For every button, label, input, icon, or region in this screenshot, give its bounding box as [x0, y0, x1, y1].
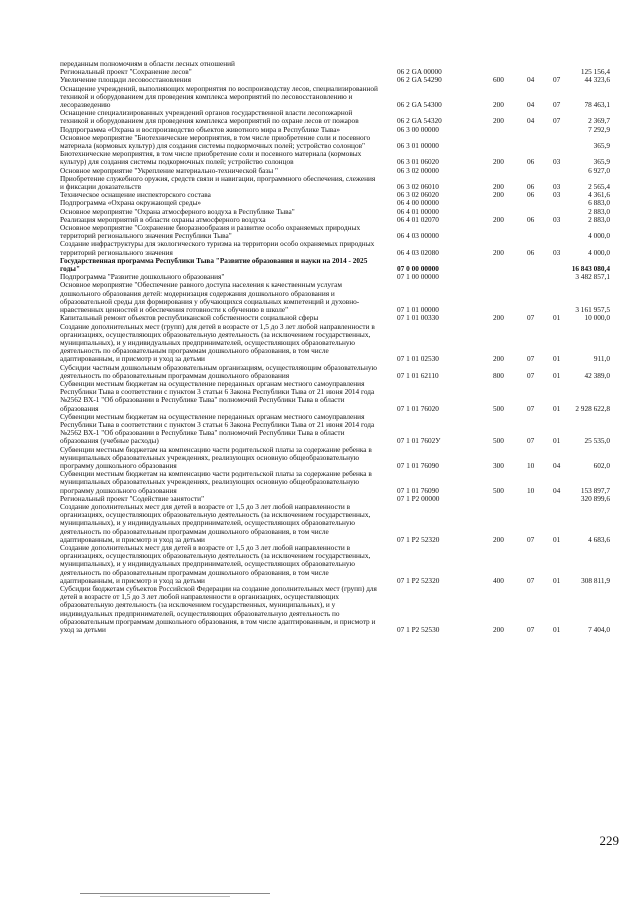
row-description: Субвенции местным бюджетам на компенсацию части родительской платы за содержание ребенка в муниципальных образовательных учреждениях, реализующих основную общеобразовательную программу дошкольного образования — [60, 444, 372, 470]
amount: 4 000,0 — [588, 247, 610, 257]
table-row — [60, 224, 610, 240]
expense-type-code: 200 — [493, 354, 504, 364]
section-code: 04 — [527, 100, 535, 110]
expense-type-code: 300 — [493, 460, 504, 470]
expense-type-code: 500 — [493, 436, 504, 446]
expense-type-code: 200 — [493, 190, 504, 200]
row-description: Субсидии бюджетам субъектов Российской Федерации на создание дополнительных мест (групп) для детей в возрасте от 1,5 до 3 лет любой направленности в организациях, осуществляющих образовательную деятельность (за исключением государственных, муниципальных), и у индивидуальных предпринимателей, осуществляющих образовательную деятельность по образовательным программам дошкольного образования, в том числе адаптированным, и присмотр и уход за детьми — [60, 584, 377, 635]
row-description: Региональный проект "Содействие занятости" — [60, 493, 205, 503]
row-description: Реализация мероприятий в области охраны атмосферного воздуха — [60, 214, 266, 224]
expense-type-code: 800 — [493, 370, 504, 380]
section-code: 07 — [527, 370, 535, 380]
section-code: 06 — [527, 247, 535, 257]
amount: 3 161 957,5 — [575, 305, 610, 315]
row-description: Основное мероприятие "Обеспечение равного доступа населения к качественным услугам дошкольного образования детей: модернизация содержания дошкольного образования и образовательной среды для формирования у обучающихся социальных компетенций и духовно-нравственных ценностей и обеспечения готовности к обучению в школе" — [60, 280, 360, 315]
target-article-code: 07 1 00 00000 — [397, 272, 439, 282]
target-article-code: 07 0 00 00000 — [397, 264, 439, 274]
target-article-code: 06 3 02 06010 — [397, 182, 439, 192]
row-description: Капитальный ремонт объектов республиканской собственности социальной сферы — [60, 313, 319, 323]
row-description: Приобретение служебного оружия, средств связи и навигации, программного обеспечения, слежения и фиксации доказательств — [60, 173, 376, 192]
amount: 911,0 — [593, 354, 610, 364]
section-code: 06 — [527, 182, 535, 192]
amount: 7 404,0 — [588, 625, 610, 635]
target-article-code: 06 3 01 06020 — [397, 157, 439, 167]
table-row — [60, 240, 610, 256]
amount: 78 463,1 — [584, 100, 610, 110]
scan-artifact-line — [80, 893, 270, 894]
table-row — [60, 380, 610, 413]
table-row — [60, 503, 610, 544]
target-article-code: 06 3 00 00000 — [397, 124, 439, 134]
row-description: переданным полномочиям в области лесных отношений — [60, 59, 235, 68]
section-code: 04 — [527, 116, 535, 126]
row-description: Подпрограмма «Охрана и воспроизводство объектов животного мира в Республике Тыва» — [60, 124, 341, 134]
row-description: Оснащение учреждений, выполняющих мероприятия по воспроизводству лесов, специализированной техникой и оборудованием для проведения комплекса мероприятий по лесовосстановлению и лесоразведению — [60, 83, 378, 110]
subsection-code: 07 — [553, 75, 561, 85]
target-article-code: 06 4 01 02070 — [397, 214, 439, 224]
target-article-code: 06 2 GA 54290 — [397, 75, 442, 85]
amount: 125 156,4 — [580, 67, 610, 77]
subsection-code: 01 — [553, 625, 561, 635]
row-description: Субвенции местным бюджетам на осуществление переданных органам местного самоуправления Республики Тыва в соответствии с пунктом 3 статьи 6 Закона Республики Тыва от 21 июня 2014 года №2562 ВХ-1 "Об образовании в Республике Тыва" полномочий Республики Тыва в области образования — [60, 378, 375, 413]
amount: 6 927,0 — [588, 165, 610, 175]
amount: 4 683,6 — [588, 534, 610, 544]
row-description: Государственная программа Республики Тыва "Развитие образования и науки на 2014 - 2025 годы" — [60, 255, 368, 274]
amount: 320 899,6 — [580, 493, 610, 503]
row-description: Основное мероприятие "Укрепление материально-технической базы " — [60, 165, 278, 175]
target-article-code: 07 1 P2 00000 — [397, 493, 440, 503]
target-article-code: 06 3 02 00000 — [397, 165, 439, 175]
target-article-code: 06 4 03 02080 — [397, 247, 439, 257]
row-description: Субвенции местным бюджетам на осуществление переданных органам местного самоуправления Республики Тыва в соответствии с пунктом 3 статьи 6 Закона Республики Тыва от 21 июня 2014 года №2562 ВХ-1 "Об образовании в Республике Тыва" полномочий Республики Тыва в области образования (учебные расходы) — [60, 411, 375, 446]
amount: 365,9 — [593, 141, 610, 151]
subsection-code: 03 — [553, 157, 561, 167]
subsection-code: 01 — [553, 354, 561, 364]
section-code: 07 — [527, 313, 535, 323]
amount: 3 482 857,1 — [575, 272, 610, 282]
table-row — [60, 323, 610, 364]
amount: 25 535,0 — [584, 436, 610, 446]
amount: 44 323,6 — [584, 75, 610, 85]
expense-type-code: 200 — [493, 214, 504, 224]
target-article-code: 07 1 P2 52320 — [397, 575, 440, 585]
row-description: Подпрограмма «Охрана окружающей среды» — [60, 198, 202, 208]
subsection-code: 01 — [553, 534, 561, 544]
table-row — [60, 446, 610, 471]
amount: 4 361,6 — [588, 190, 610, 200]
expense-type-code: 200 — [493, 313, 504, 323]
amount: 365,9 — [593, 157, 610, 167]
table-row — [60, 134, 610, 150]
expense-type-code: 200 — [493, 625, 504, 635]
section-code: 07 — [527, 625, 535, 635]
target-article-code: 06 4 03 00000 — [397, 231, 439, 241]
expense-type-code: 200 — [493, 116, 504, 126]
amount: 4 000,0 — [588, 231, 610, 241]
subsection-code: 03 — [553, 214, 561, 224]
target-article-code: 06 4 01 00000 — [397, 206, 439, 216]
subsection-code: 04 — [553, 485, 561, 495]
section-code: 06 — [527, 157, 535, 167]
subsection-code: 01 — [553, 403, 561, 413]
row-description: Региональный проект "Сохранение лесов" — [60, 67, 192, 77]
row-description: Создание дополнительных мест для детей в возрасте от 1,5 до 3 лет любой направленности в организациях, осуществляющих образовательную деятельность (за исключением государственных, муниципальных), и у индивидуальных предпринимателей, осуществляющих образовательную деятельность по образовательным программам дошкольного образования, в том числе адаптированным, и присмотр и уход за детьми — [60, 542, 371, 585]
expense-type-code: 200 — [493, 100, 504, 110]
row-description: Основное мероприятие "Охрана атмосферного воздуха в Республике Тыва" — [60, 206, 295, 216]
section-code: 04 — [527, 75, 535, 85]
target-article-code: 07 1 01 02530 — [397, 354, 439, 364]
subsection-code: 03 — [553, 190, 561, 200]
expense-type-code: 200 — [493, 534, 504, 544]
row-description: Оснащение специализированных учреждений органов государственной власти лесопожарной техникой и оборудованием для проведения комплекса мероприятий по охране лесов от пожаров — [60, 108, 359, 126]
target-article-code: 06 3 01 00000 — [397, 141, 439, 151]
expense-type-code: 200 — [493, 157, 504, 167]
target-article-code: 07 1 P2 52320 — [397, 534, 440, 544]
target-article-code: 07 1 01 00330 — [397, 313, 439, 323]
target-article-code: 07 1 01 76090 — [397, 485, 439, 495]
amount: 7 292,9 — [588, 124, 610, 134]
subsection-code: 01 — [553, 436, 561, 446]
table-row — [60, 281, 610, 314]
row-description: Создание инфраструктуры для экологического туризма на территории особо охраняемых природных территорий регионального значения — [60, 239, 375, 257]
section-code: 07 — [527, 403, 535, 413]
table-row — [60, 585, 610, 634]
table-row — [60, 257, 610, 273]
section-code: 07 — [527, 354, 535, 364]
section-code: 07 — [527, 534, 535, 544]
section-code: 06 — [527, 190, 535, 200]
target-article-code: 07 1 01 76020 — [397, 403, 439, 413]
subsection-code: 03 — [553, 182, 561, 192]
table-row — [60, 364, 610, 380]
target-article-code: 06 2 GA 54300 — [397, 100, 442, 110]
expense-type-code: 200 — [493, 182, 504, 192]
table-row — [60, 413, 610, 446]
target-article-code: 07 1 01 76090 — [397, 460, 439, 470]
subsection-code: 07 — [553, 100, 561, 110]
amount: 2 369,7 — [588, 116, 610, 126]
expense-type-code: 200 — [493, 247, 504, 257]
row-description: Основное мероприятие "Биотехнические мероприятия, в том числе приобретение соли и посевного материала (кормовых культур) для создания системы подкормочных полей; устройство солонцов" — [60, 132, 371, 151]
table-row — [60, 150, 610, 166]
amount: 2 883,0 — [588, 206, 610, 216]
target-article-code: 06 4 00 00000 — [397, 198, 439, 208]
amount: 308 811,9 — [581, 575, 610, 585]
row-description: Создание дополнительных мест (групп) для детей в возрасте от 1,5 до 3 лет любой направленности в организациях, осуществляющих образовательную деятельность (за исключением государственных, муниципальных), и у индивидуальных предпринимателей, осуществляющих образовательную деятельность по образовательным программам дошкольного образования, в том числе адаптированным, и присмотр и уход за детьми — [60, 321, 375, 364]
target-article-code: 07 1 01 00000 — [397, 305, 439, 315]
row-description: Техническое оснащение инспекторского состава — [60, 190, 211, 200]
section-code: 07 — [527, 575, 535, 585]
subsection-code: 07 — [553, 116, 561, 126]
target-article-code: 06 2 GA 54320 — [397, 116, 442, 126]
subsection-code: 03 — [553, 247, 561, 257]
page-number: 229 — [599, 833, 619, 848]
table-row — [60, 544, 610, 585]
table-row — [60, 175, 610, 191]
amount: 2 883,0 — [588, 214, 610, 224]
subsection-code: 01 — [553, 313, 561, 323]
target-article-code: 06 2 GA 00000 — [397, 67, 442, 77]
budget-table — [60, 60, 610, 634]
section-code: 10 — [527, 485, 535, 495]
amount: 602,0 — [593, 460, 610, 470]
row-description: Биотехнические мероприятия, в том числе приобретение соли и посевного материала (кормовых культур) для создания системы подкормочных полей; устройство солонцов — [60, 149, 362, 167]
expense-type-code: 500 — [493, 403, 504, 413]
table-row — [60, 109, 610, 125]
row-description: Подпрограмма "Развитие дошкольного образования" — [60, 272, 225, 282]
table-row — [60, 85, 610, 110]
amount: 2 565,4 — [588, 182, 610, 192]
row-description: Увеличение площади лесовосстановления — [60, 75, 191, 85]
amount: 2 928 622,8 — [575, 403, 610, 413]
target-article-code: 06 3 02 06020 — [397, 190, 439, 200]
row-description: Основное мероприятие "Сохранение биоразнообразия и развитие особо охраняемых природных территорий регионального значения Республики Тыва" — [60, 223, 361, 241]
scan-artifact-line — [100, 896, 230, 897]
row-description: Субвенции местным бюджетам на компенсацию части родительской платы за содержание ребенка в муниципальных образовательных учреждениях, реализующих основную общеобразовательную программу дошкольного образования — [60, 469, 372, 495]
target-article-code: 07 1 01 62110 — [397, 370, 439, 380]
amount: 42 389,0 — [584, 370, 610, 380]
table-row — [60, 470, 610, 495]
section-code: 07 — [527, 436, 535, 446]
subsection-code: 01 — [553, 370, 561, 380]
subsection-code: 04 — [553, 460, 561, 470]
amount: 10 000,0 — [584, 313, 610, 323]
row-description: Субсидии частным дошкольным образовательным организациям, осуществляющим образовательную деятельность по образовательным программам дошкольного образования — [60, 362, 378, 380]
expense-type-code: 400 — [493, 575, 504, 585]
section-code: 10 — [527, 460, 535, 470]
subsection-code: 01 — [553, 575, 561, 585]
target-article-code: 07 1 01 7602У — [397, 436, 441, 446]
expense-type-code: 600 — [493, 75, 504, 85]
amount: 6 883,0 — [588, 198, 610, 208]
target-article-code: 07 1 P2 52530 — [397, 625, 440, 635]
section-code: 06 — [527, 214, 535, 224]
amount: 153 897,7 — [580, 485, 610, 495]
row-description: Создание дополнительных мест для детей в возрасте от 1,5 до 3 лет любой направленности в организациях, осуществляющих образовательную деятельность (за исключением государственных, муниципальных), и у индивидуальных предпринимателей, осуществляющих образовательную деятельность по образовательным программам дошкольного образования, в том числе адаптированным, и присмотр и уход за детьми — [60, 501, 371, 544]
expense-type-code: 500 — [493, 485, 504, 495]
amount: 16 843 080,4 — [571, 264, 610, 274]
